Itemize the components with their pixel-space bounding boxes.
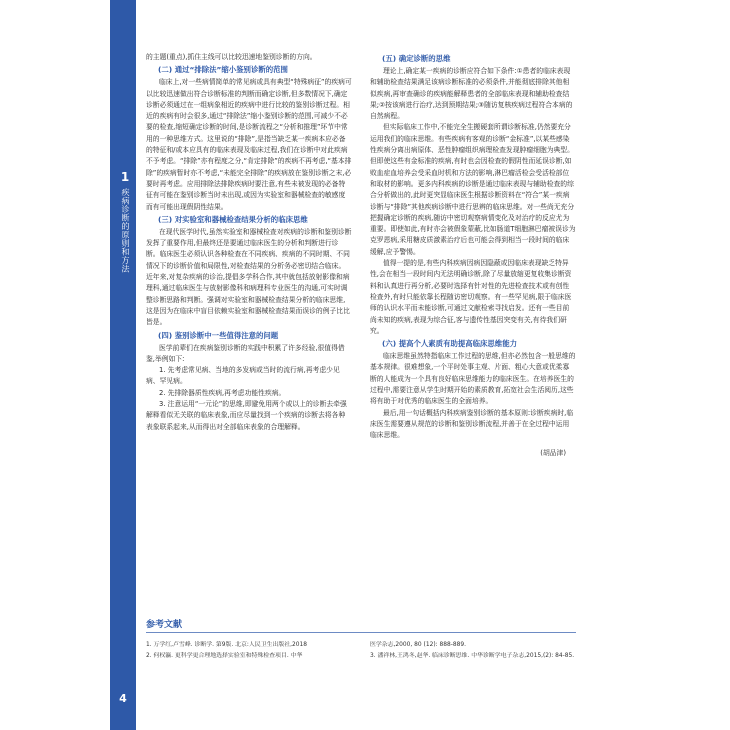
paragraph: 理论上,确定某一疾病的诊断应符合如下条件:①患者的临床表现和辅助检查结果满足该病诊断标准的必须条件,并能彻底排除其他相似疾病,再审查确诊的疾病能解释患者的全部临床表现和辅助检查结果;②按该病进行治疗,达到预期结果;③随访复核疾病过程符合本病的自然病程。 [370, 67, 573, 121]
paragraph: 值得一提的是,有些内科疾病因病因隐蔽或因临床表现缺乏特异性,会在相当一段时间内无法明确诊断,除了尽量放缩更复收集诊断资料和认真进行再分析,必要时选择有针对性的先进检查技术或有创性检查外,有时只能依靠长程随访密切观察。有一些罕见病,限于临床医师的认识水平而未能诊断,可通过文献检索寻找启发。还有一些目前尚未知的疾病,表现为综合征,客与遗传性基因突变有关,有待我们研究。 [370, 259, 572, 335]
section-heading: (五) 确定诊断的思维 [382, 54, 451, 63]
section-heading: (六) 提高个人素质有助提高临床思维能力 [382, 339, 517, 349]
reference-item: 2. 何权瀛. 更科学更合理地选择实验室和特殊检查项目. 中华 [146, 653, 303, 659]
paragraph: 1. 先考虑常见病、当地的多发病或当时的流行病,再考虑少见病、罕见病。 [146, 366, 340, 386]
paragraph: 最后,用一句话概括内科疾病鉴别诊断的基本原则:诊断疾病时,临床医生需要遵从规范的诊断和鉴别诊断流程,并善于在全过程中运用临床思维。 [370, 408, 574, 440]
reference-item: 3. 潘祥林,王鸿冬,赵华. 临床诊断思维. 中华诊断学电子杂志,2015,(2): 84-85. [370, 653, 575, 659]
reference-item: 医学杂志,2000, 80 (12): 888-889. [370, 642, 466, 648]
chapter-tab [114, 158, 136, 328]
paragraph: 临床思维虽然特指临床工作过程的思维,但亦必然包含一般思维的基本规律。很难想象,一个平时处事主观、片面、粗心大意或优柔寡断的人能成为一个具有良好临床思维能力的临床医生。在培养医生的过程中,需要注意从学生时期开始的素质教育,拓宽社会生活阅历,这些将有助于对优秀的临床医生的全面培养。 [370, 352, 576, 406]
chapter-title: 疾病诊断的原则和方法 [121, 188, 130, 273]
paragraph: 3. 注意运用“一元论”的思维,即避免用两个或以上的诊断去牵强解释看似无关联的临床表象,而应尽量找到一个疾病的诊断去将各种表象联系起来,从而得出对全部临床表象的合理解释。 [146, 400, 347, 431]
references-right [370, 640, 575, 662]
paragraph: 临床上,对一些病情简单的常见病或具有典型“特殊病征”的疾病可以比较迅速做出符合诊断标准的判断而确定诊断,但多数情况下,确定诊断必须通过在一组病象相近的疾病中进行比较的鉴别诊断过程。相近的疾病有时会很多,通过“排除法”缩小鉴别诊断的范围,可减少不必要的检查,缩短确定诊断的时间,是诊断流程之“分析和推理”环节中常用的一种思维方式。这里说的“排除”,是指当缺乏某一疾病本应必备的特征和/或本应具有的临床表现及临床过程,我们在诊断中对此疾病不予考虑。“排除”亦有程度之分,“肯定排除”的疾病不再考虑,“基本排除”的疾病暂时亦不考虑,“未能完全排除”的疾病放在鉴别诊断之末,必要时再考虑。应用排除法排除疾病时要注意,有些未被发现的必备特征有可能在鉴别诊断当时未出现,或因为实验室和器械检查的敏感度而有可能出现假阴性结果。 [146, 78, 352, 211]
references-title: 参考文献 [146, 620, 183, 630]
reference-item: 1. 万学红,卢雪峰. 诊断学. 第9版. 北京:人民卫生出版社,2018 [146, 642, 308, 648]
paragraph: 但实际临床工作中,不能完全生搬硬套所谓诊断标准,仍然要充分运用我们的临床思维。有些疾病有客观的诊断“金标准”,以某些感染性疾病分离出病原体、恶性肿瘤组织病理检查发现肿瘤细胞为典型。但即使这些有金标准的疾病,有时也会因检查的假阴性而延误诊断,如败血症血培养会受采血时机和方法的影响,淋巴瘤活检会受活检部位和取材的影响。更多内科疾病的诊断是通过临床表现与辅助检查的综合分析做出的,此时更突显临床医生根据诊断资料在“符合”某一疾病诊断与“排除”其他疾病诊断中进行思辨的临床思维。对一些尚无充分把握确定诊断的疾病,随访中密切观察病情变化及对治疗的反应尤为重要。即使如此,有时亦会被假象蒙蔽,比如肠道T细胞淋巴瘤被误诊为克罗恩病,采用糖皮质激素治疗后也可能会得到相当一段时间的临床缓解,应予警惕。 [370, 123, 576, 256]
paragraph: 医学前辈们在疾病鉴别诊断的实践中积累了许多经验,很值得借鉴,举例如下: [146, 343, 345, 363]
left-text-column [146, 52, 352, 433]
chapter-number: 1 [120, 170, 130, 184]
section-heading: (四) 鉴别诊断中一些值得注意的问题 [158, 330, 279, 340]
chapter-sidebar [110, 0, 136, 730]
references-left [146, 640, 351, 662]
paragraph: 2. 先排除器质性疾病,再考虑功能性疾病。 [159, 388, 286, 397]
author-signature: (胡品津) [540, 448, 566, 457]
section-heading: (二) 通过“排除法”缩小鉴别诊断的范围 [158, 65, 288, 75]
page-number: 4 [119, 692, 127, 705]
references-divider [146, 632, 576, 633]
section-heading: (三) 对实验室和器械检查结果分析的临床思维 [158, 214, 308, 224]
paragraph: 在现代医学时代,虽然实验室和器械检查对疾病的诊断和鉴别诊断发挥了重要作用,但最终还是要通过临床医生的分析和判断进行诊断。临床医生必须认识各种检查在不同疾病、疾病的不同时期、不同情况下的诊断价值和局限性,对检查结果的分析务必密切结合临床。近年来,对复杂疾病的诊治,提倡多学科合作,其中就包括放射影像和病理科,通过临床医生与放射影像科和病理科专业医生的沟通,可实时调整诊断思路和判断。强调对实验室和器械检查结果分析的临床思维,这是因为在临床中盲目依赖实验室和器械检查结果而误诊的例子比比皆是。 [146, 227, 352, 327]
right-text-column [370, 52, 576, 459]
paragraph: 的主题(重点),抓住主线可以比较迅速地鉴别诊断的方向。 [146, 53, 317, 61]
